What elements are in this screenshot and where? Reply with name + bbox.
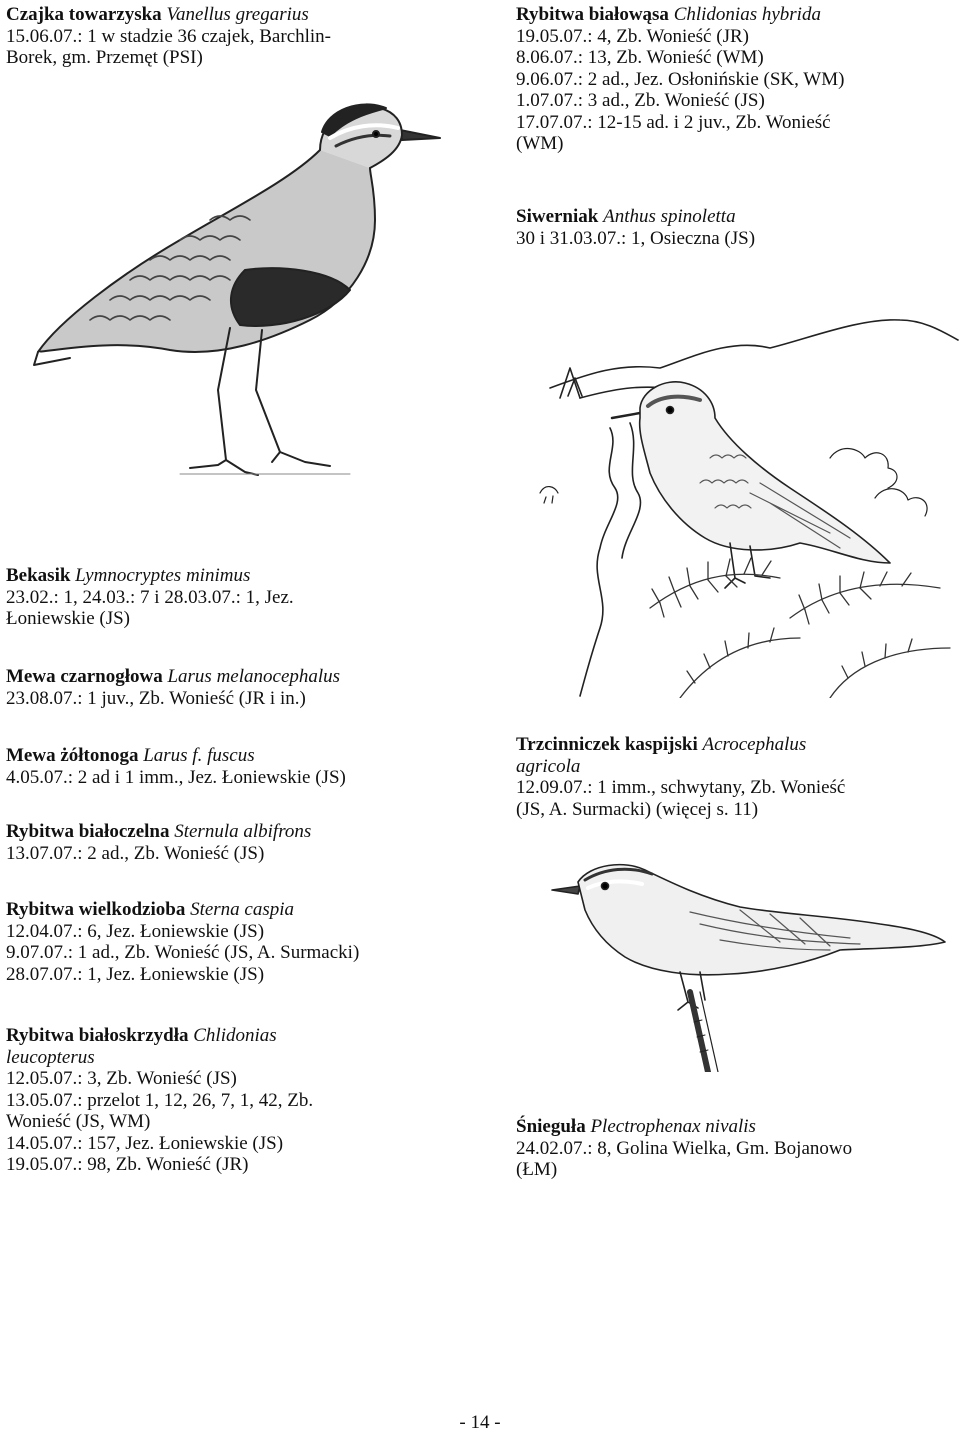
record-line: Łoniewskie (JS) [6, 608, 131, 629]
record-line: 17.07.07.: 12-15 ad. i 2 juv., Zb. Wonieść [516, 111, 831, 133]
record-line: Borek, gm. Przemęt (PSI) [6, 47, 203, 68]
species-name-lat: Sternula albifrons [174, 821, 312, 842]
record-line: 9.06.07.: 2 ad., Jez. Osłonińskie (SK, WM) [516, 68, 845, 90]
species-name-lat: Anthus spinoletta [603, 206, 736, 227]
species-name-pl: Siwerniak [516, 206, 599, 227]
record-line: 13.07.07.: 2 ad., Zb. Wonieść (JS) [6, 842, 265, 864]
species-name-lat: Chlidonias [193, 1025, 277, 1046]
record-line: (JS, A. Surmacki) (więcej s. 11) [516, 798, 759, 820]
sociable-lapwing-drawing [30, 90, 450, 485]
entry-white-winged-tern [6, 1025, 313, 1176]
entry-whiskered-tern [516, 4, 844, 155]
record-line: 23.02.: 1, 24.03.: 7 i 28.03.07.: 1, Jez. [6, 586, 294, 608]
entry-sociable-lapwing [6, 4, 331, 69]
record-line: (WM) [516, 133, 564, 154]
page-number: - 14 - [459, 1412, 501, 1433]
record-line: 14.05.07.: 157, Jez. Łoniewskie (JS) [6, 1132, 284, 1154]
record-line: 12.04.07.: 6, Jez. Łoniewskie (JS) [6, 920, 265, 942]
species-name-lat: Larus f. fuscus [143, 745, 255, 766]
species-name-pl: Trzcinniczek kaspijski [516, 734, 698, 755]
species-name-pl: Czajka towarzyska [6, 4, 162, 25]
species-name-lat: Vanellus gregarius [166, 4, 309, 25]
record-line: 8.06.07.: 13, Zb. Wonieść (WM) [516, 47, 764, 68]
species-name-lat: Sterna caspia [190, 899, 295, 920]
record-line: 4.05.07.: 2 ad i 1 imm., Jez. Łoniewskie (JS) [6, 766, 346, 788]
record-line: 15.06.07.: 1 w stadzie 36 czajek, Barchlin- [6, 25, 332, 47]
entry-lesser-black-backed-gull [6, 745, 346, 788]
record-line: 12.05.07.: 3, Zb. Wonieść (JS) [6, 1068, 237, 1089]
entry-little-tern [6, 821, 311, 864]
species-name-pl: Rybitwa białoczelna [6, 821, 170, 842]
species-name-pl: Mewa czarnogłowa [6, 666, 163, 687]
record-line: 12.09.07.: 1 imm., schwytany, Zb. Wonieść [516, 777, 846, 798]
record-line: 13.05.07.: przelot 1, 12, 26, 7, 1, 42, Zb. [6, 1089, 314, 1111]
species-name-pl: Rybitwa białowąsa [516, 4, 669, 25]
record-line: 9.07.07.: 1 ad., Zb. Wonieść (JS, A. Surmacki) [6, 942, 360, 963]
entry-mediterranean-gull [6, 666, 340, 709]
entry-snow-bunting [516, 1116, 852, 1181]
record-line: 19.05.07.: 98, Zb. Wonieść (JR) [6, 1154, 249, 1175]
paddyfield-warbler-drawing [530, 852, 950, 1072]
species-name-pl: Mewa żółtonoga [6, 745, 139, 766]
record-line: 23.08.07.: 1 juv., Zb. Wonieść (JR i in.) [6, 687, 306, 709]
entry-jack-snipe [6, 565, 294, 630]
species-name-lat: Larus melanocephalus [167, 666, 341, 687]
species-name-pl: Śnieguła [516, 1116, 586, 1137]
entry-paddyfield-warbler [516, 734, 845, 820]
species-name-lat: Lymnocryptes minimus [75, 565, 251, 586]
water-pipit-drawing [530, 278, 960, 698]
record-line: (ŁM) [516, 1159, 558, 1180]
species-name-lat: agricola [516, 755, 581, 777]
entry-water-pipit [516, 206, 755, 249]
record-line: 28.07.07.: 1, Jez. Łoniewskie (JS) [6, 963, 265, 985]
record-line: 30 i 31.03.07.: 1, Osieczna (JS) [516, 227, 756, 249]
species-name-lat: Acrocephalus [702, 734, 807, 755]
entry-caspian-tern [6, 899, 359, 985]
record-line: Wonieść (JS, WM) [6, 1111, 151, 1132]
record-line: 19.05.07.: 4, Zb. Wonieść (JR) [516, 25, 749, 47]
record-line: 1.07.07.: 3 ad., Zb. Wonieść (JS) [516, 90, 765, 111]
species-name-lat: Plectrophenax nivalis [590, 1116, 756, 1137]
species-name-pl: Rybitwa białoskrzydła [6, 1025, 189, 1046]
species-name-pl: Rybitwa wielkodzioba [6, 899, 186, 920]
record-line: 24.02.07.: 8, Golina Wielka, Gm. Bojanowo [516, 1137, 853, 1159]
species-name-lat: Chlidonias hybrida [673, 4, 821, 25]
species-name-lat: leucopterus [6, 1046, 95, 1068]
species-name-pl: Bekasik [6, 565, 71, 586]
